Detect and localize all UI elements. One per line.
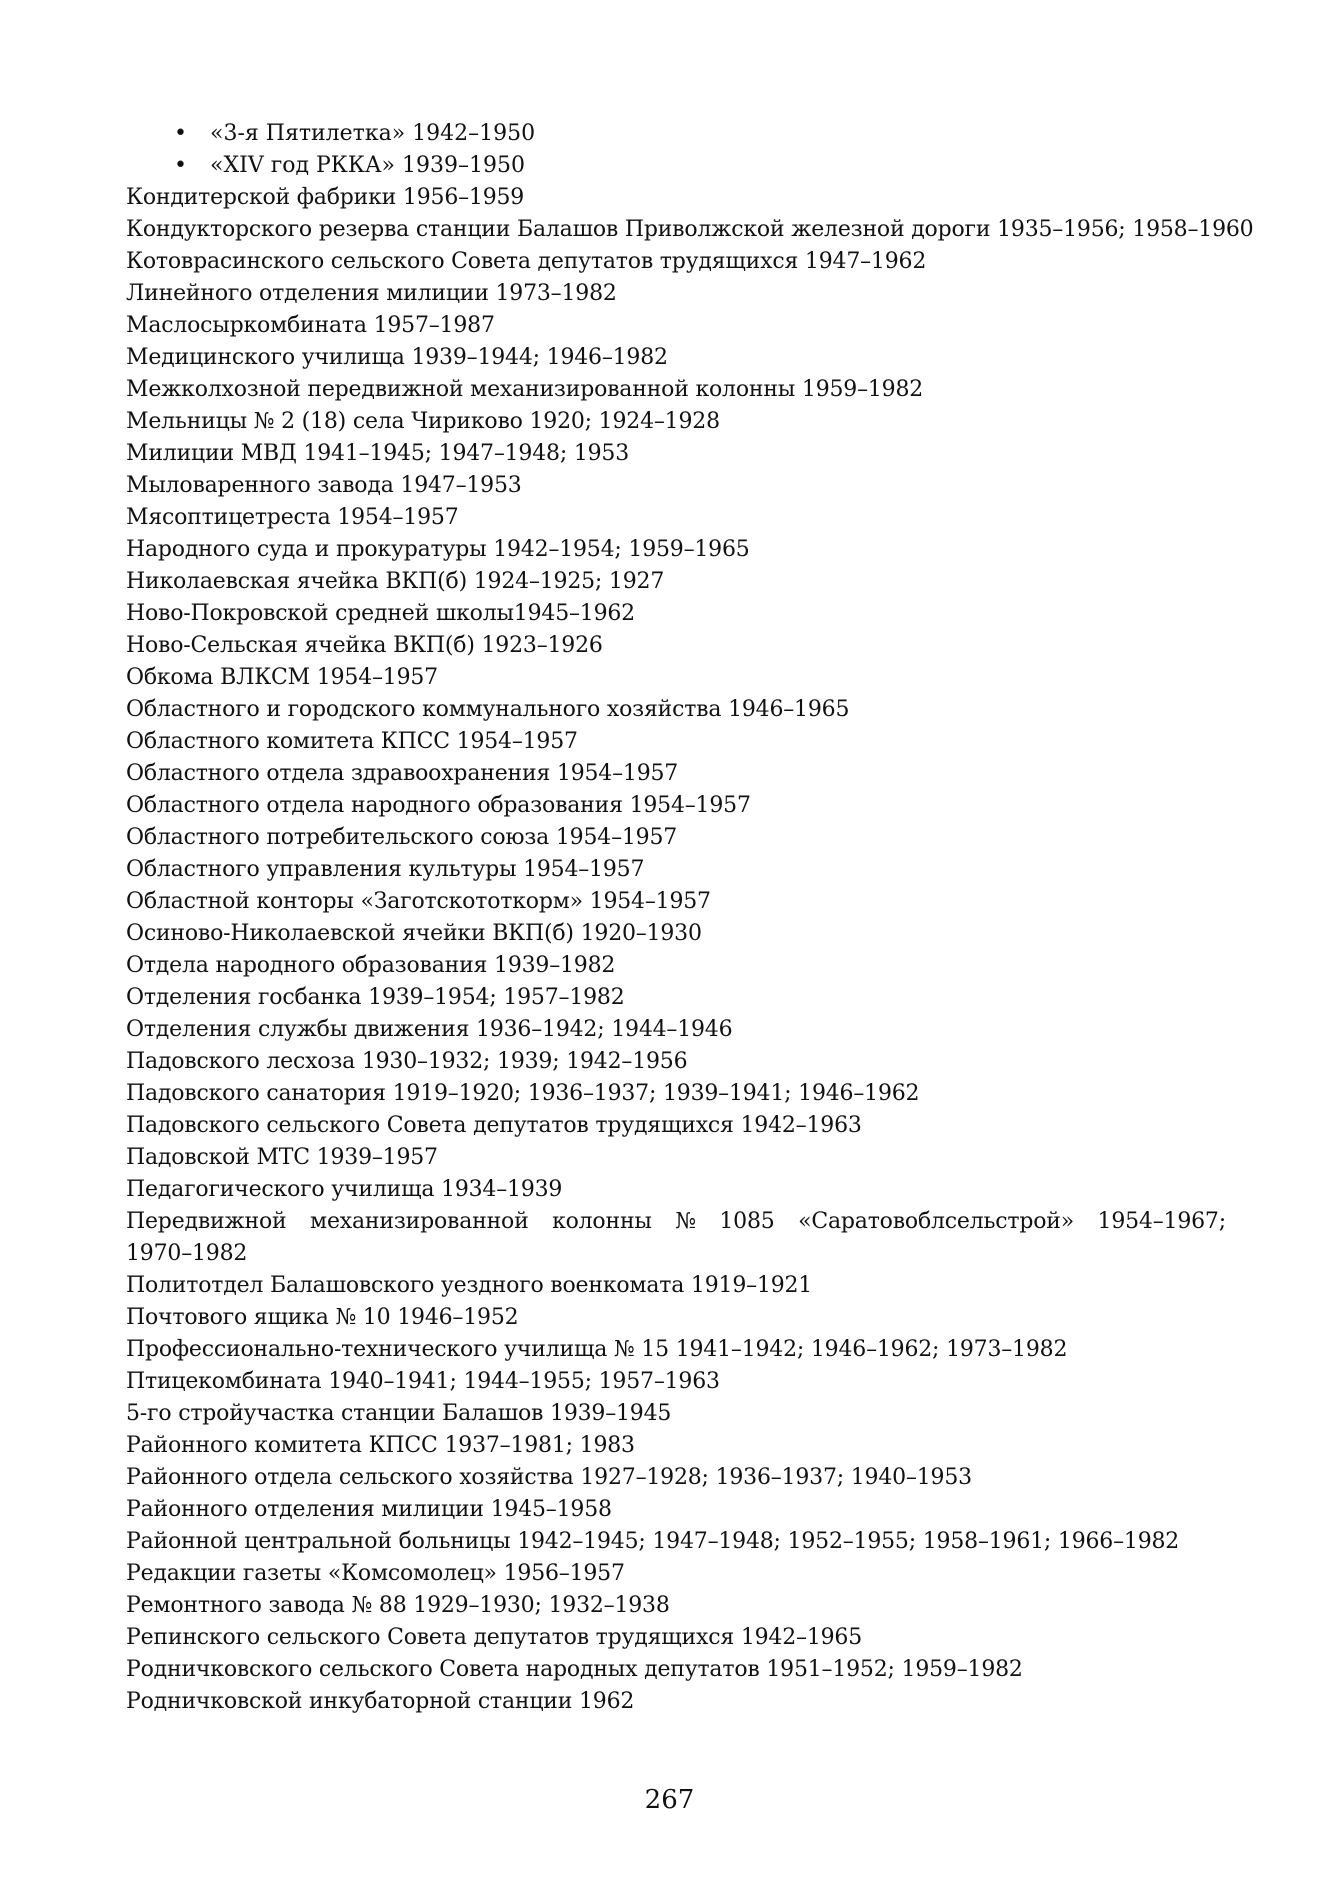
list-item: Почтового ящика № 10 1946–1952 xyxy=(126,1305,519,1330)
list-item-bullet xyxy=(126,150,1226,182)
list-item: Редакции газеты «Комсомолец» 1956–1957 xyxy=(126,1561,625,1586)
list-item: Милиции МВД 1941–1945; 1947–1948; 1953 xyxy=(126,441,630,466)
list-item-text: «XIV год РККА» 1939–1950 xyxy=(210,153,525,178)
list-item: Районного комитета КПСС 1937–1981; 1983 xyxy=(126,1433,635,1458)
list-item: Областного потребительского союза 1954–1957 xyxy=(126,825,678,850)
word: колонны xyxy=(552,1209,652,1234)
list-item-justified xyxy=(126,1206,1226,1238)
list-item: Районного отделения милиции 1945–1958 xyxy=(126,1497,612,1522)
list-item: Областной конторы «Заготскототкорм» 1954–1957 xyxy=(126,889,711,914)
list-item: Межколхозной передвижной механизированной колонны 1959–1982 xyxy=(126,377,924,402)
list-item: Репинского сельского Совета депутатов трудящихся 1942–1965 xyxy=(126,1625,863,1650)
list-item: Кондитерской фабрики 1956–1959 xyxy=(126,185,525,210)
list-item: Педагогического училища 1934–1939 xyxy=(126,1177,563,1202)
list-item: Ново-Сельская ячейка ВКП(б) 1923–1926 xyxy=(126,633,603,658)
list-item: Николаевская ячейка ВКП(б) 1924–1925; 1927 xyxy=(126,569,665,594)
list-item: Отделения госбанка 1939–1954; 1957–1982 xyxy=(126,985,625,1010)
list-item: Родничковской инкубаторной станции 1962 xyxy=(126,1689,635,1714)
list-item: Мыловаренного завода 1947–1953 xyxy=(126,473,522,498)
list-item-continuation: 1970–1982 xyxy=(126,1241,248,1266)
list-item-text: «3-я Пятилетка» 1942–1950 xyxy=(210,121,536,146)
list-item: Падовского сельского Совета депутатов трудящихся 1942–1963 xyxy=(126,1113,862,1138)
list-item: Птицекомбината 1940–1941; 1944–1955; 1957–1963 xyxy=(126,1369,720,1394)
list-item: Районной центральной больницы 1942–1945; 1947–1948; 1952–1955; 1958–1961; 1966–1982 xyxy=(126,1529,1180,1554)
list-item-bullet xyxy=(126,118,1226,150)
list-item: Отдела народного образования 1939–1982 xyxy=(126,953,616,978)
list-item: Политотдел Балашовского уездного военкомата 1919–1921 xyxy=(126,1273,813,1298)
list-item: Мясоптицетреста 1954–1957 xyxy=(126,505,459,530)
bullet-icon: • xyxy=(174,153,187,178)
list-item: Областного комитета КПСС 1954–1957 xyxy=(126,729,578,754)
fund-list xyxy=(126,118,1254,1718)
list-item: Областного управления культуры 1954–1957 xyxy=(126,857,645,882)
list-item: Падовского лесхоза 1930–1932; 1939; 1942–1956 xyxy=(126,1049,688,1074)
list-item: Котоврасинского сельского Совета депутатов трудящихся 1947–1962 xyxy=(126,249,927,274)
list-item: Маслосыркомбината 1957–1987 xyxy=(126,313,495,338)
word: 1954–1967; xyxy=(1097,1209,1226,1234)
list-item: Падовского санатория 1919–1920; 1936–1937; 1939–1941; 1946–1962 xyxy=(126,1081,920,1106)
list-item: Родничковского сельского Совета народных депутатов 1951–1952; 1959–1982 xyxy=(126,1657,1023,1682)
list-item: Народного суда и прокуратуры 1942–1954; 1959–1965 xyxy=(126,537,750,562)
word: 1085 xyxy=(719,1209,775,1234)
word: «Саратовоблсельстрой» xyxy=(798,1209,1075,1234)
list-item: Отделения службы движения 1936–1942; 1944–1946 xyxy=(126,1017,733,1042)
list-item: Ново-Покровской средней школы1945–1962 xyxy=(126,601,635,626)
list-item: Областного отдела народного образования 1954–1957 xyxy=(126,793,751,818)
list-item: 5-го стройучастка станции Балашов 1939–1945 xyxy=(126,1401,672,1426)
list-item: Кондукторского резерва станции Балашов Приволжской железной дороги 1935–1956; 1958–1960 xyxy=(126,217,1254,242)
word: Передвижной xyxy=(126,1209,287,1234)
list-item: Мельницы № 2 (18) села Чириково 1920; 1924–1928 xyxy=(126,409,720,434)
list-item: Областного отдела здравоохранения 1954–1957 xyxy=(126,761,679,786)
word: № xyxy=(675,1209,696,1234)
list-item: Обкома ВЛКСМ 1954–1957 xyxy=(126,665,438,690)
list-item: Ремонтного завода № 88 1929–1930; 1932–1938 xyxy=(126,1593,670,1618)
list-item: Областного и городского коммунального хозяйства 1946–1965 xyxy=(126,697,850,722)
list-item: Падовской МТС 1939–1957 xyxy=(126,1145,438,1170)
word: механизированной xyxy=(310,1209,529,1234)
list-item: Линейного отделения милиции 1973–1982 xyxy=(126,281,617,306)
bullet-icon: • xyxy=(174,121,187,146)
list-item: Медицинского училища 1939–1944; 1946–1982 xyxy=(126,345,668,370)
list-item: Профессионально-технического училища № 15 1941–1942; 1946–1962; 1973–1982 xyxy=(126,1337,1068,1362)
list-item: Осиново-Николаевской ячейки ВКП(б) 1920–1930 xyxy=(126,921,702,946)
page-number: 267 xyxy=(644,1785,695,1815)
list-item: Районного отдела сельского хозяйства 1927–1928; 1936–1937; 1940–1953 xyxy=(126,1465,972,1490)
